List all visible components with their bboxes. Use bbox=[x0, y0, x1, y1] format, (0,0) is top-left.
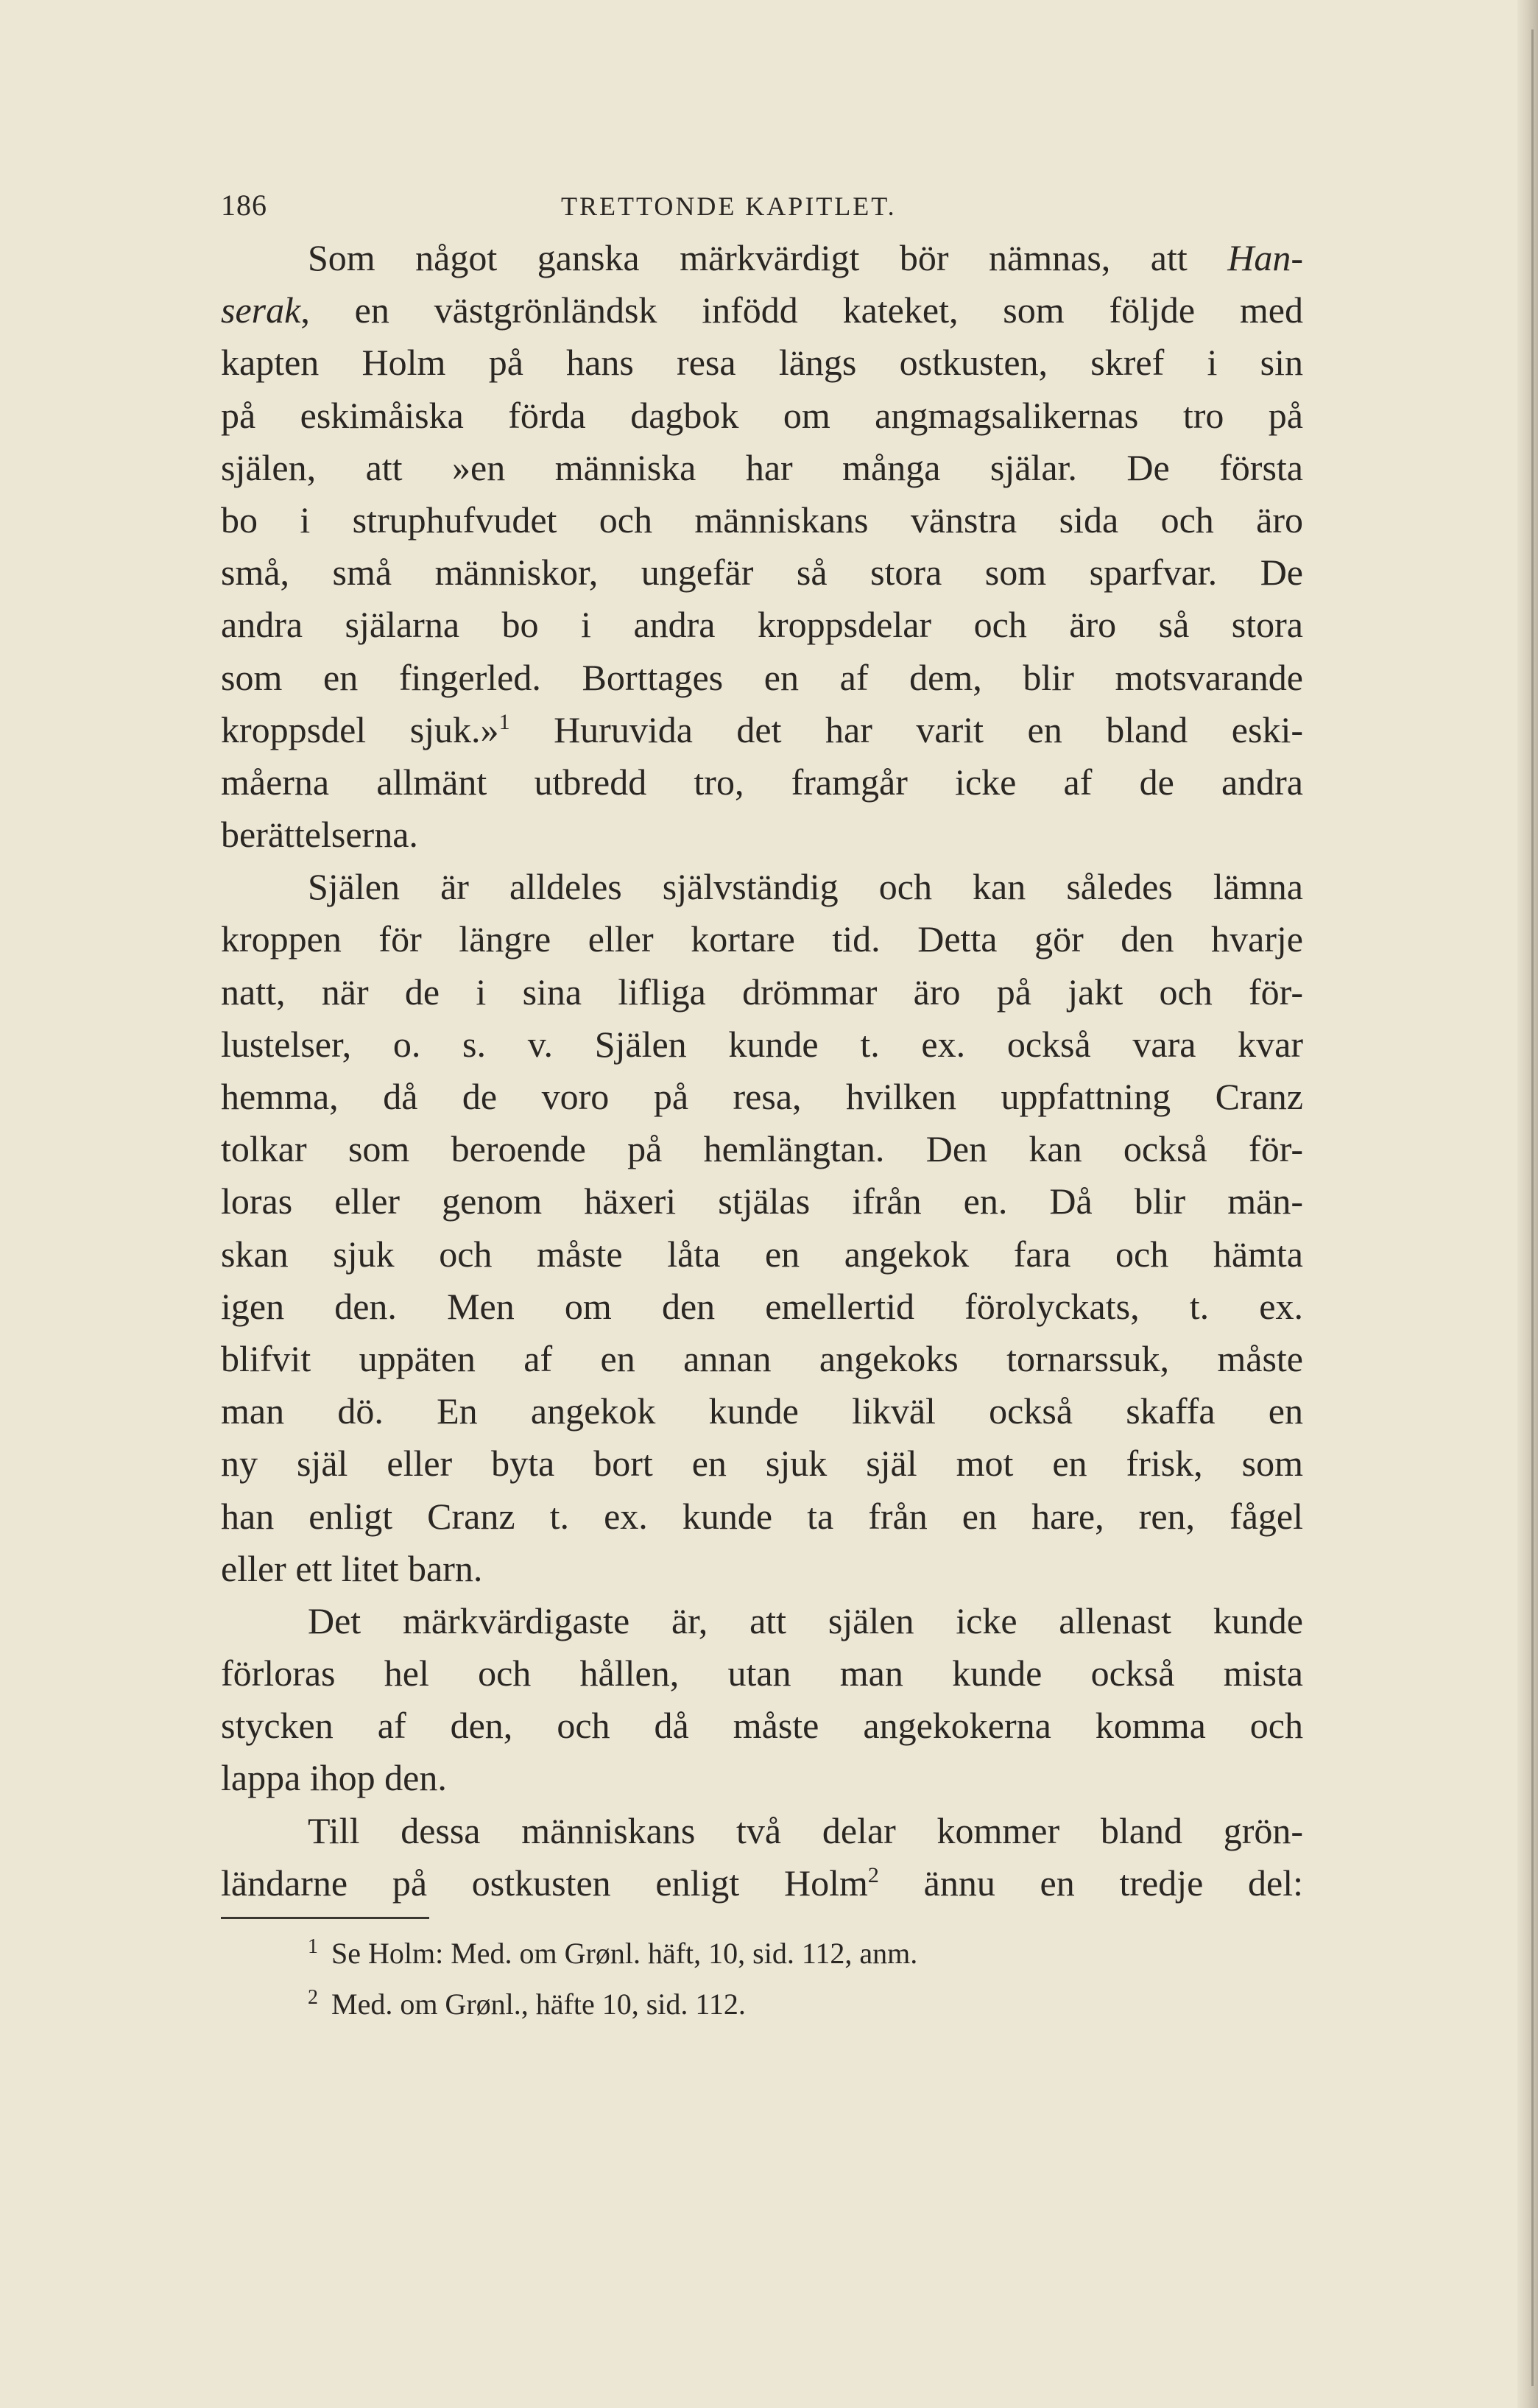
text-line: förloras hel och hållen, utan man kunde också mista bbox=[221, 1652, 1303, 1694]
text-line: andra själarna bo i andra kroppsdelar och äro så stora bbox=[221, 604, 1303, 646]
text-line: lappa ihop den. bbox=[221, 1757, 447, 1799]
footnote-mark: 2 bbox=[308, 1986, 318, 2009]
text-line: som en fingerled. Borttages en af dem, blir motsvarande bbox=[221, 656, 1303, 698]
text-line: hemma, då de voro på resa, hvilken uppfattning Cranz bbox=[221, 1076, 1303, 1117]
page-number: 186 bbox=[221, 189, 267, 222]
italic-name: Han- bbox=[1227, 237, 1303, 278]
footnote-text: Se Holm: Med. om Grønl. häft, 10, sid. 112, anm. bbox=[331, 1937, 918, 1970]
text-line: igen den. Men om den emellertid förolyckats, t. ex. bbox=[221, 1285, 1303, 1327]
footnote bbox=[221, 1976, 1303, 2027]
body-text bbox=[221, 232, 1303, 1909]
italic-name: serak bbox=[221, 289, 301, 331]
text-line: kroppen för längre eller kortare tid. Detta gör den hvarje bbox=[221, 918, 1303, 960]
text-line: Det märkvärdigaste är, att själen icke allenast kunde bbox=[308, 1599, 1303, 1641]
text-line: ländarne på ostkusten enligt Holm$^2$ ännu en tredje del: bbox=[221, 1862, 1303, 1904]
footnote-divider bbox=[221, 1917, 429, 1919]
text-line: bo i struphufvudet och människans vänstra sida och äro bbox=[221, 499, 1303, 541]
text-line: natt, när de i sina lifliga drömmar äro på jakt och för- bbox=[221, 971, 1303, 1013]
text-line: blifvit uppäten af en annan angekoks tornarssuk, måste bbox=[221, 1337, 1303, 1379]
footnote bbox=[221, 1925, 1303, 1976]
text-line: skan sjuk och måste låta en angekok fara och hämta bbox=[221, 1233, 1303, 1275]
text-line: kapten Holm på hans resa längs ostkusten, skref i sin bbox=[221, 342, 1303, 384]
text-line: på eskimåiska förda dagbok om angmagsalikernas tro på bbox=[221, 394, 1303, 436]
text-line: stycken af den, och då måste angekokerna komma och bbox=[221, 1705, 1303, 1747]
footnote-text: Med. om Grønl., häfte 10, sid. 112. bbox=[331, 1988, 746, 2021]
book-page bbox=[221, 180, 1303, 2027]
footnote-ref: 1 bbox=[498, 709, 510, 734]
text-line: själen, att »en människa har många själar. De första bbox=[221, 446, 1303, 488]
running-head bbox=[221, 180, 1303, 232]
text-line: han enligt Cranz t. ex. kunde ta från en hare, ren, fågel bbox=[221, 1495, 1303, 1537]
text-line: loras eller genom häxeri stjälas ifrån en. Då blir män- bbox=[221, 1180, 1303, 1222]
footnotes bbox=[221, 1925, 1303, 2027]
text-line: tolkar som beroende på hemlängtan. Den kan också för- bbox=[221, 1128, 1303, 1170]
text-line: kroppsdel sjuk.»$^1$ Huruvida det har varit en bland eski- bbox=[221, 708, 1303, 750]
text-line: berättelserna. bbox=[221, 814, 418, 856]
text-line: Som något ganska märkvärdigt bör nämnas, att Han- bbox=[308, 237, 1303, 278]
footnote-ref: 2 bbox=[867, 1862, 879, 1887]
text-line: man dö. En angekok kunde likväl också skaffa en bbox=[221, 1390, 1303, 1432]
text-line: små, små människor, ungefär så stora som sparfvar. De bbox=[221, 552, 1303, 594]
text-line: Själen är alldeles självständig och kan således lämna bbox=[308, 866, 1303, 908]
text-line: serak, en västgrönländsk infödd kateket, som följde med bbox=[221, 289, 1303, 331]
scan-edge-line bbox=[1531, 29, 1534, 2386]
footnote-mark: 1 bbox=[308, 1935, 318, 1958]
text-line: ny själ eller byta bort en sjuk själ mot en frisk, som bbox=[221, 1443, 1303, 1485]
text-line: eller ett litet barn. bbox=[221, 1547, 483, 1589]
text-line: Till dessa människans två delar kommer bland grön- bbox=[308, 1809, 1303, 1851]
text-line: lustelser, o. s. v. Själen kunde t. ex. också vara kvar bbox=[221, 1023, 1303, 1065]
text-line: måerna allmänt utbredd tro, framgår icke af de andra bbox=[221, 761, 1303, 803]
chapter-title: TRETTONDE KAPITLET. bbox=[561, 191, 897, 221]
scan-edge bbox=[1517, 0, 1538, 2408]
